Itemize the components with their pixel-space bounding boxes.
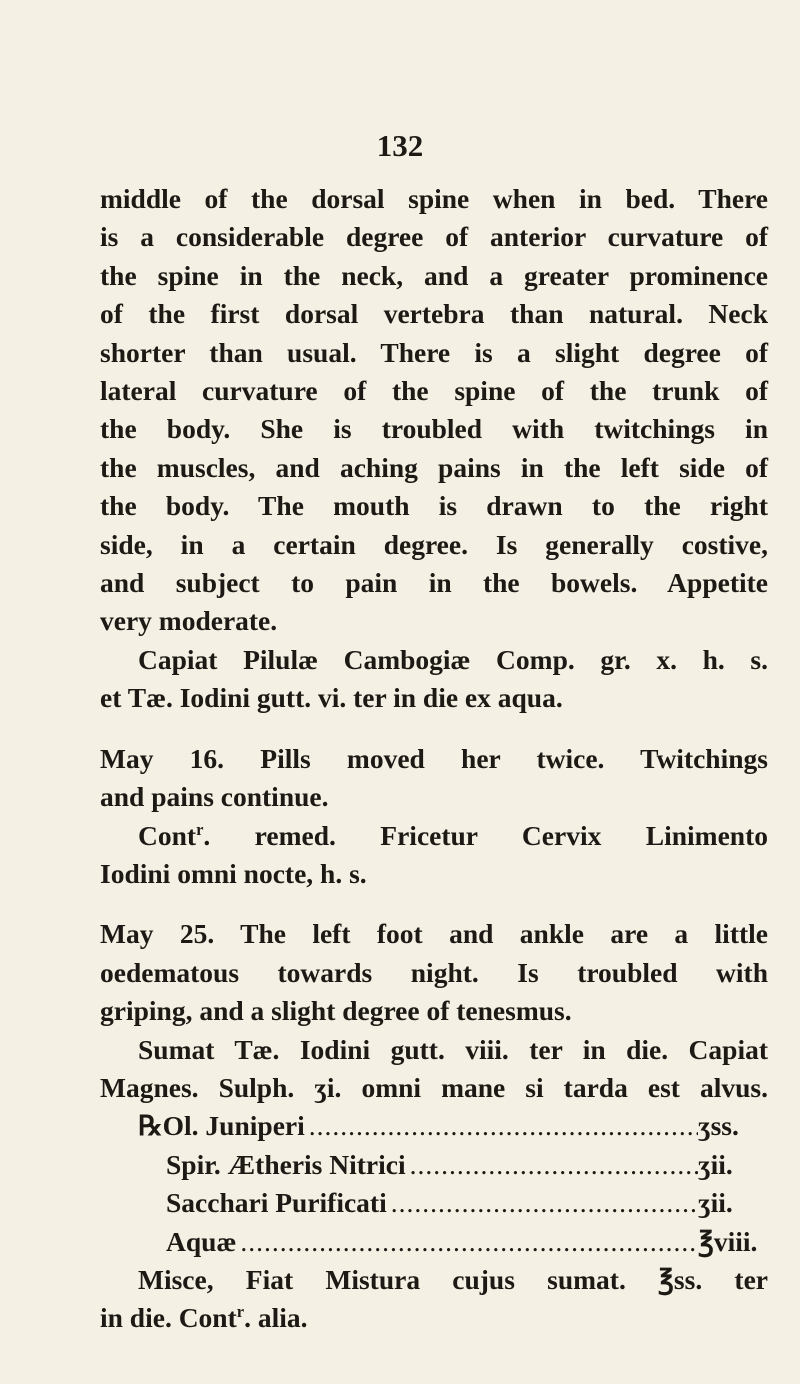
dot-leader — [236, 1223, 698, 1261]
ingredient-quantity: ʒii. — [698, 1148, 733, 1180]
text-line: the spine in the neck, and a greater prominence — [100, 259, 768, 291]
text-line: very moderate. — [100, 605, 278, 637]
closing-text: in die. Cont — [100, 1302, 237, 1334]
text-line: shorter than usual. There is a slight degree of — [100, 336, 768, 368]
entry-may16-rx-line — [100, 817, 768, 855]
text-line: is a considerable degree of anterior curvature of — [100, 221, 768, 253]
entry-may25-line: griping, and a slight degree of tenesmus. — [100, 995, 572, 1027]
entry-may25-rx-line: Magnes. Sulph. ʒi. omni mane si tarda est alvus. — [100, 1071, 768, 1103]
closing-sup: r — [236, 1302, 245, 1322]
ingredient-name: Sacchari Purificati — [166, 1187, 387, 1219]
recipe-line — [100, 1223, 768, 1261]
entry-may16-rx-line: Iodini omni nocte, h. s. — [100, 857, 367, 889]
prescription-line: Capiat Pilulæ Cambogiæ Comp. gr. x. h. s. — [138, 643, 768, 675]
body-text — [100, 180, 768, 1338]
ingredient-quantity: ʒss. — [698, 1110, 739, 1142]
entry-may16-line: May 16. Pills moved her twice. Twitchings — [100, 742, 768, 774]
entry-may16-line: and pains continue. — [100, 781, 329, 813]
entry-may25-line: May 25. The left foot and ankle are a little — [100, 918, 768, 950]
ingredient-name: Ol. Juniperi — [162, 1110, 305, 1142]
entry-may25-rx-line: Sumat Tæ. Iodini gutt. viii. ter in die. Capiat — [138, 1033, 768, 1065]
recipe-line — [100, 1146, 768, 1184]
ingredient-name: Spir. Ætheris Nitrici — [166, 1148, 406, 1180]
recipe-symbol-icon: ℞ — [138, 1110, 163, 1142]
text-line: the body. She is troubled with twitchings in — [100, 413, 768, 445]
cont-abbr: Cont — [138, 819, 197, 851]
text-line: the body. The mouth is drawn to the right — [100, 490, 768, 522]
ingredient-name: Aquæ — [166, 1225, 237, 1257]
prescription-line: et Tæ. Iodini gutt. vi. ter in die ex aqua. — [100, 682, 563, 714]
dot-leader — [305, 1107, 698, 1145]
recipe-line — [100, 1184, 768, 1222]
text-line: middle of the dorsal spine when in bed. There — [100, 183, 768, 214]
recipe-line — [100, 1107, 768, 1145]
closing-line: Misce, Fiat Mistura cujus sumat. ℥ss. ter — [138, 1263, 768, 1295]
page-number: 132 — [376, 128, 424, 163]
entry-may25-line: oedematous towards night. Is troubled with — [100, 956, 768, 988]
text-line: side, in a certain degree. Is generally costive, — [100, 528, 768, 560]
cont-sup: r — [196, 819, 204, 839]
ingredient-quantity: ℥viii. — [698, 1225, 758, 1257]
closing-text: . alia. — [244, 1302, 308, 1334]
rx-rest: . remed. Fricetur Cervix Linimento — [203, 819, 768, 851]
dot-leader — [406, 1146, 698, 1184]
dot-leader — [387, 1184, 698, 1222]
ingredient-quantity: ʒii. — [698, 1187, 733, 1219]
text-line: and subject to pain in the bowels. Appetite — [100, 567, 768, 599]
text-line: lateral curvature of the spine of the trunk of — [100, 375, 768, 407]
text-line: of the first dorsal vertebra than natural. Neck — [100, 298, 768, 330]
closing-line — [100, 1299, 768, 1337]
text-line: the muscles, and aching pains in the left side of — [100, 451, 768, 483]
